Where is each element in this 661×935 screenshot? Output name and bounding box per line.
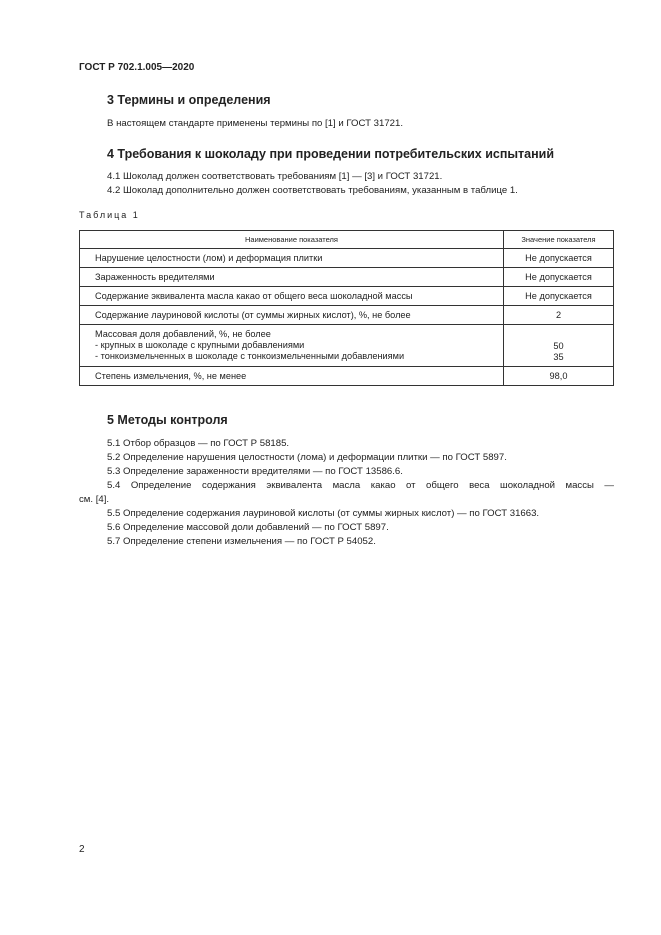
list-item: 5.2 Определение нарушения целостности (лома) и деформации плитки — по ГОСТ 5897. [107, 452, 507, 463]
row-value: 2 [504, 306, 614, 325]
section-3-title: 3 Термины и определения [107, 93, 271, 107]
table-row [80, 306, 614, 325]
table-row [80, 249, 614, 268]
row-value: 98,0 [504, 367, 614, 386]
requirements-table [79, 230, 614, 386]
list-item: 5.7 Определение степени измельчения — по ГОСТ Р 54052. [107, 536, 376, 547]
table-row [80, 287, 614, 306]
document-id-header: ГОСТ Р 702.1.005—2020 [79, 62, 195, 73]
list-item: 5.5 Определение содержания лауриновой кислоты (от суммы жирных кислот) — по ГОСТ 31663. [107, 508, 540, 519]
table-row [80, 325, 614, 367]
row-value: Не допускается [504, 268, 614, 287]
table-row [80, 268, 614, 287]
list-item: 5.1 Отбор образцов — по ГОСТ Р 58185. [107, 438, 290, 449]
row-name-line: Массовая доля добавлений, %, не более [95, 329, 271, 339]
row-value-line: 50 [553, 341, 564, 351]
section-5-title: 5 Методы контроля [107, 413, 228, 427]
row-name-line: - тонкоизмельченных в шоколаде с тонкоизмельченными добавлениями [95, 351, 405, 361]
table-row [80, 367, 614, 386]
row-value: Не допускается [504, 249, 614, 268]
section-4-paragraph-2: 4.2 Шоколад дополнительно должен соответствовать требованиям, указанным в таблице 1. [107, 185, 518, 196]
row-name-line: - крупных в шоколаде с крупными добавлениями [95, 340, 305, 350]
header-indicator-name: Наименование показателя [80, 231, 504, 249]
page-number: 2 [79, 844, 85, 855]
table-header-row [80, 231, 614, 249]
row-value-multiline [504, 325, 614, 367]
table-caption: Таблица 1 [79, 210, 140, 220]
list-item: 5.3 Определение зараженности вредителями — по ГОСТ 13586.6. [107, 466, 403, 477]
row-name: Нарушение целостности (лом) и деформация плитки [80, 249, 504, 268]
section-3-text: В настоящем стандарте применены термины по [1] и ГОСТ 31721. [107, 118, 403, 129]
section-4-paragraph-1: 4.1 Шоколад должен соответствовать требованиям [1] — [3] и ГОСТ 31721. [107, 171, 443, 182]
list-item-continuation: см. [4]. [79, 494, 110, 505]
header-indicator-value: Значение показателя [504, 231, 614, 249]
section-4-title: 4 Требования к шоколаду при проведении потребительских испытаний [107, 147, 555, 161]
list-item: 5.6 Определение массовой доли добавлений — по ГОСТ 5897. [107, 522, 389, 533]
row-name: Содержание эквивалента масла какао от общего веса шоколадной массы [80, 287, 504, 306]
list-item: 5.4 Определение содержания эквивалента масла какао от общего веса шоколадной массы — [107, 480, 614, 491]
row-value: Не допускается [504, 287, 614, 306]
row-name: Содержание лауриновой кислоты (от суммы жирных кислот), %, не более [80, 306, 504, 325]
row-value-line: 35 [553, 352, 564, 362]
row-name: Степень измельчения, %, не менее [80, 367, 504, 386]
row-name-multiline [80, 325, 504, 367]
row-name: Зараженность вредителями [80, 268, 504, 287]
